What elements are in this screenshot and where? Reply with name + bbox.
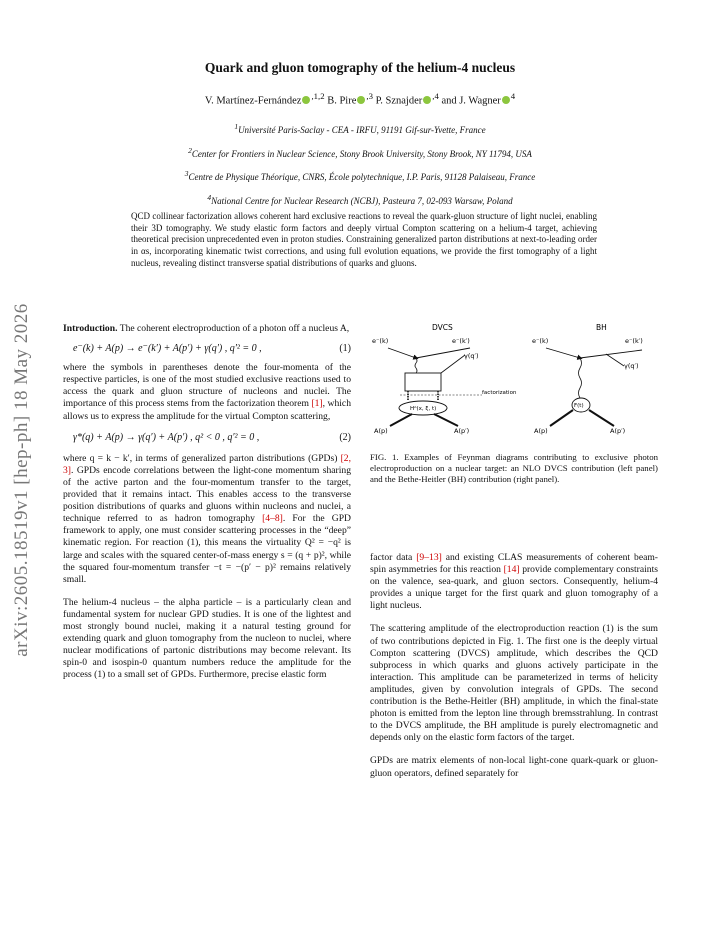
author-affil: ,4 (432, 91, 439, 101)
bh-electron-out (580, 350, 642, 358)
bh-nucleus-out (589, 410, 614, 426)
equation-body: γ*(q) + A(p) → γ(q′) + A(p′) , q² < 0 , q′² = 0 , (73, 431, 260, 443)
affiliation-number: 2 (188, 146, 192, 155)
citation-link[interactable]: [9–13] (416, 552, 442, 563)
bh-nucleus-in (550, 410, 573, 426)
orcid-icon[interactable] (302, 96, 310, 104)
paragraph-text: where the symbols in parentheses denote the four-momenta of the respective particles, is one of the most studied exclusive reactions used to access the quark and gluon structure of nucleons and nuclei. The importance of this process stems from the factorization theorem (63, 362, 351, 410)
dvcs-e-out-label: e⁻(k′) (452, 337, 470, 345)
paragraph-text: , which allows us to express the amplitude for the virtual Compton scattering, (63, 398, 351, 422)
figure-caption: FIG. 1. Examples of Feynman diagrams contributing to exclusive photon electroproduction on a nuclear target: an NLO DVCS contribution (left panel) and the Bethe-Heitler (BH) contribution (right panel). (370, 452, 658, 485)
author-name: V. Martínez-Fernández (204, 95, 302, 107)
bh-a-in-label: A(p) (534, 427, 548, 435)
dvcs-a-in-label: A(p) (374, 427, 388, 435)
affiliation-text: Université Paris-Saclay - CEA - IRFU, 91191 Gif-sur-Yvette, France (238, 125, 486, 135)
equation-body: e⁻(k) + A(p) → e⁻(k′) + A(p′) + γ(q′) , q′² = 0 , (73, 343, 262, 355)
bh-e-out-label: e⁻(k′) (625, 337, 643, 345)
affiliation-number: 4 (207, 193, 212, 202)
section-heading: Introduction. (63, 323, 118, 334)
paragraph: The helium-4 nucleus – the alpha particle – is a particularly clean and fundamental system for nuclear GPD studies. It is one of the lightest and most strongly bound nuclei, making it a natural testing ground for extending quark and gluon tomography from the nucleon to nuclei, where nuclear modifications of partonic distributions may become relevant. Its spin-0 and isospin-0 quantum numbers reduce the amplitude for the process (1) to a small set of GPDs. Furthermore, precise elastic form (63, 596, 351, 681)
dvcs-nucleus-in (390, 414, 412, 426)
paragraph-text: and existing CLAS measurements of coherent beam-spin asymmetries for this reaction (370, 552, 658, 576)
dvcs-a-out-label: A(p′) (454, 427, 470, 435)
dvcs-e-in-label: e⁻(k) (372, 337, 389, 345)
bh-electron-in (546, 348, 580, 358)
author-name: B. Pire (327, 95, 357, 107)
orcid-icon[interactable] (357, 96, 365, 104)
dvcs-quark-box (405, 373, 441, 391)
left-column (63, 323, 351, 681)
paragraph: The scattering amplitude of the electroproduction reaction (1) is the sum of two contributions depicted in Fig. 1. The first one is the deeply virtual Compton scattering (DVCS) amplitude, which describes the QCD subprocess in which quarks and gluons actively participate in the interaction. This amplitude can be parameterized in terms of helicity amplitudes, given by convolution integrals of GPDs. The second contribution is the Bethe-Heitler (BH) amplitude, in which the final-state photon is emitted from the lepton line through bremsstrahlung. In contrast to the DVCS amplitude, the BH amplitude is purely electromagnetic and depends only on the elastic form factors of the target. (370, 623, 658, 744)
author-name: and J. Wagner (441, 95, 501, 107)
orcid-icon[interactable] (502, 96, 510, 104)
paragraph-text: . For the GPD framework to apply, one must consider scattering processes in the “deep” kinematic region. For reaction (1), this means the virtuality Q² = −q² is large and scales with the squared center-of-mass energy s = (q + p)², while the squared four-momentum transfer −t = −(p′ − p)² remains relatively small. (63, 513, 351, 585)
paragraph (63, 453, 351, 586)
affiliation (0, 169, 720, 182)
equation-number: (2) (339, 431, 351, 443)
gpd-blob-label: Hᴬ(x, ξ, t) (410, 406, 437, 412)
dvcs-gamma-label: γ(q′) (464, 352, 479, 360)
form-factor-label: F(t) (574, 403, 584, 409)
right-column (370, 552, 658, 780)
equation-2 (73, 432, 351, 444)
paragraph-text: factor data (370, 552, 417, 563)
author-affil: ,3 (366, 91, 373, 101)
author-name: P. Sznajder (375, 95, 423, 107)
dvcs-electron-in (388, 348, 416, 358)
paragraph-text: provide complementary constraints on the valence, sea-quark, and gluon sectors. Consequently, helium-4 provides a unique target for the first quark and gluon tomography of a light nucleus. (370, 564, 658, 612)
affiliation-number: 3 (184, 169, 189, 178)
dvcs-nucleus-out (434, 414, 458, 426)
author-affil: 4 (510, 91, 516, 101)
affiliation-number: 1 (234, 122, 239, 131)
bh-virtual-photon (579, 358, 582, 398)
paper-title: Quark and gluon tomography of the helium-4 nucleus (204, 60, 516, 75)
bh-a-out-label: A(p′) (610, 427, 626, 435)
figure-1 (370, 318, 658, 450)
paragraph-text: . GPDs encode correlations between the light-cone momentum sharing of the active parton and the four-momentum transfer to the target, provided that it remains intact. This enables access to the transverse position distributions of quarks and gluons within nucleons and nuclei, a technique referred to as hadron tomography (63, 464, 351, 525)
affiliation (0, 146, 720, 159)
intro-paragraph (63, 323, 351, 335)
affiliation (0, 193, 720, 206)
arxiv-label: arXiv:2605.18519v1 [hep-ph] 18 May 2026 (11, 303, 32, 657)
citation-link[interactable]: [4–8] (262, 513, 283, 525)
abstract: QCD collinear factorization allows coherent hard exclusive reactions to reveal the quark-gluon structure of light nuclei, enabling their 3D tomography. We study elastic form factors and deeply virtual Compton scattering on a helium-4 target, achieving theoretical precision unprecedented even in proton studies. Constraining generalized parton distributions at next-to-leading order in αs, incorporating kinematic twist corrections, and using full evolution equations, we provide the first tomography of a light nucleus, revealing distinct transverse spatial distributions of quarks and gluons. (131, 211, 597, 268)
citation-link[interactable]: [2, 3] (63, 452, 351, 476)
affiliation (0, 122, 720, 135)
orcid-icon[interactable] (423, 96, 431, 104)
affiliation-text: Centre de Physique Théorique, CNRS, École polytechnique, I.P. Paris, 91128 Palaiseau, France (188, 172, 536, 182)
paragraph (370, 552, 658, 612)
bh-label: BH (596, 323, 607, 332)
bh-gamma-label: γ(q′) (624, 362, 639, 370)
paragraph (63, 362, 351, 422)
factorization-label: factorization (482, 390, 517, 396)
author-list (0, 91, 720, 107)
paragraph-text: The coherent electroproduction of a photon off a nucleus A, (119, 323, 350, 334)
bh-photon (606, 354, 624, 366)
equation-number: (1) (339, 343, 351, 355)
citation-link[interactable]: [14] (503, 564, 520, 576)
dvcs-outgoing-photon (441, 355, 465, 373)
dvcs-label: DVCS (432, 323, 453, 332)
paragraph: GPDs are matrix elements of non-local light-cone quark-quark or gluon-gluon operators, defined separately for (370, 755, 658, 779)
dvcs-electron-out (416, 348, 470, 358)
paragraph-text: where q = k − k′, in terms of generalized parton distributions (GPDs) (63, 452, 341, 464)
affiliation-text: Center for Frontiers in Nuclear Science, Stony Brook University, Stony Brook, NY 11794, USA (191, 149, 532, 159)
dvcs-virtual-photon (415, 358, 417, 373)
arxiv-identifier (2, 300, 42, 660)
feynman-diagrams (370, 318, 658, 450)
bh-e-in-label: e⁻(k) (532, 337, 549, 345)
equation-1 (73, 343, 351, 355)
citation-link[interactable]: [1] (311, 398, 323, 410)
author-affil: ,1,2 (311, 91, 325, 101)
affiliation-text: National Centre for Nuclear Research (NCBJ), Pasteura 7, 02-093 Warsaw, Poland (211, 196, 513, 206)
